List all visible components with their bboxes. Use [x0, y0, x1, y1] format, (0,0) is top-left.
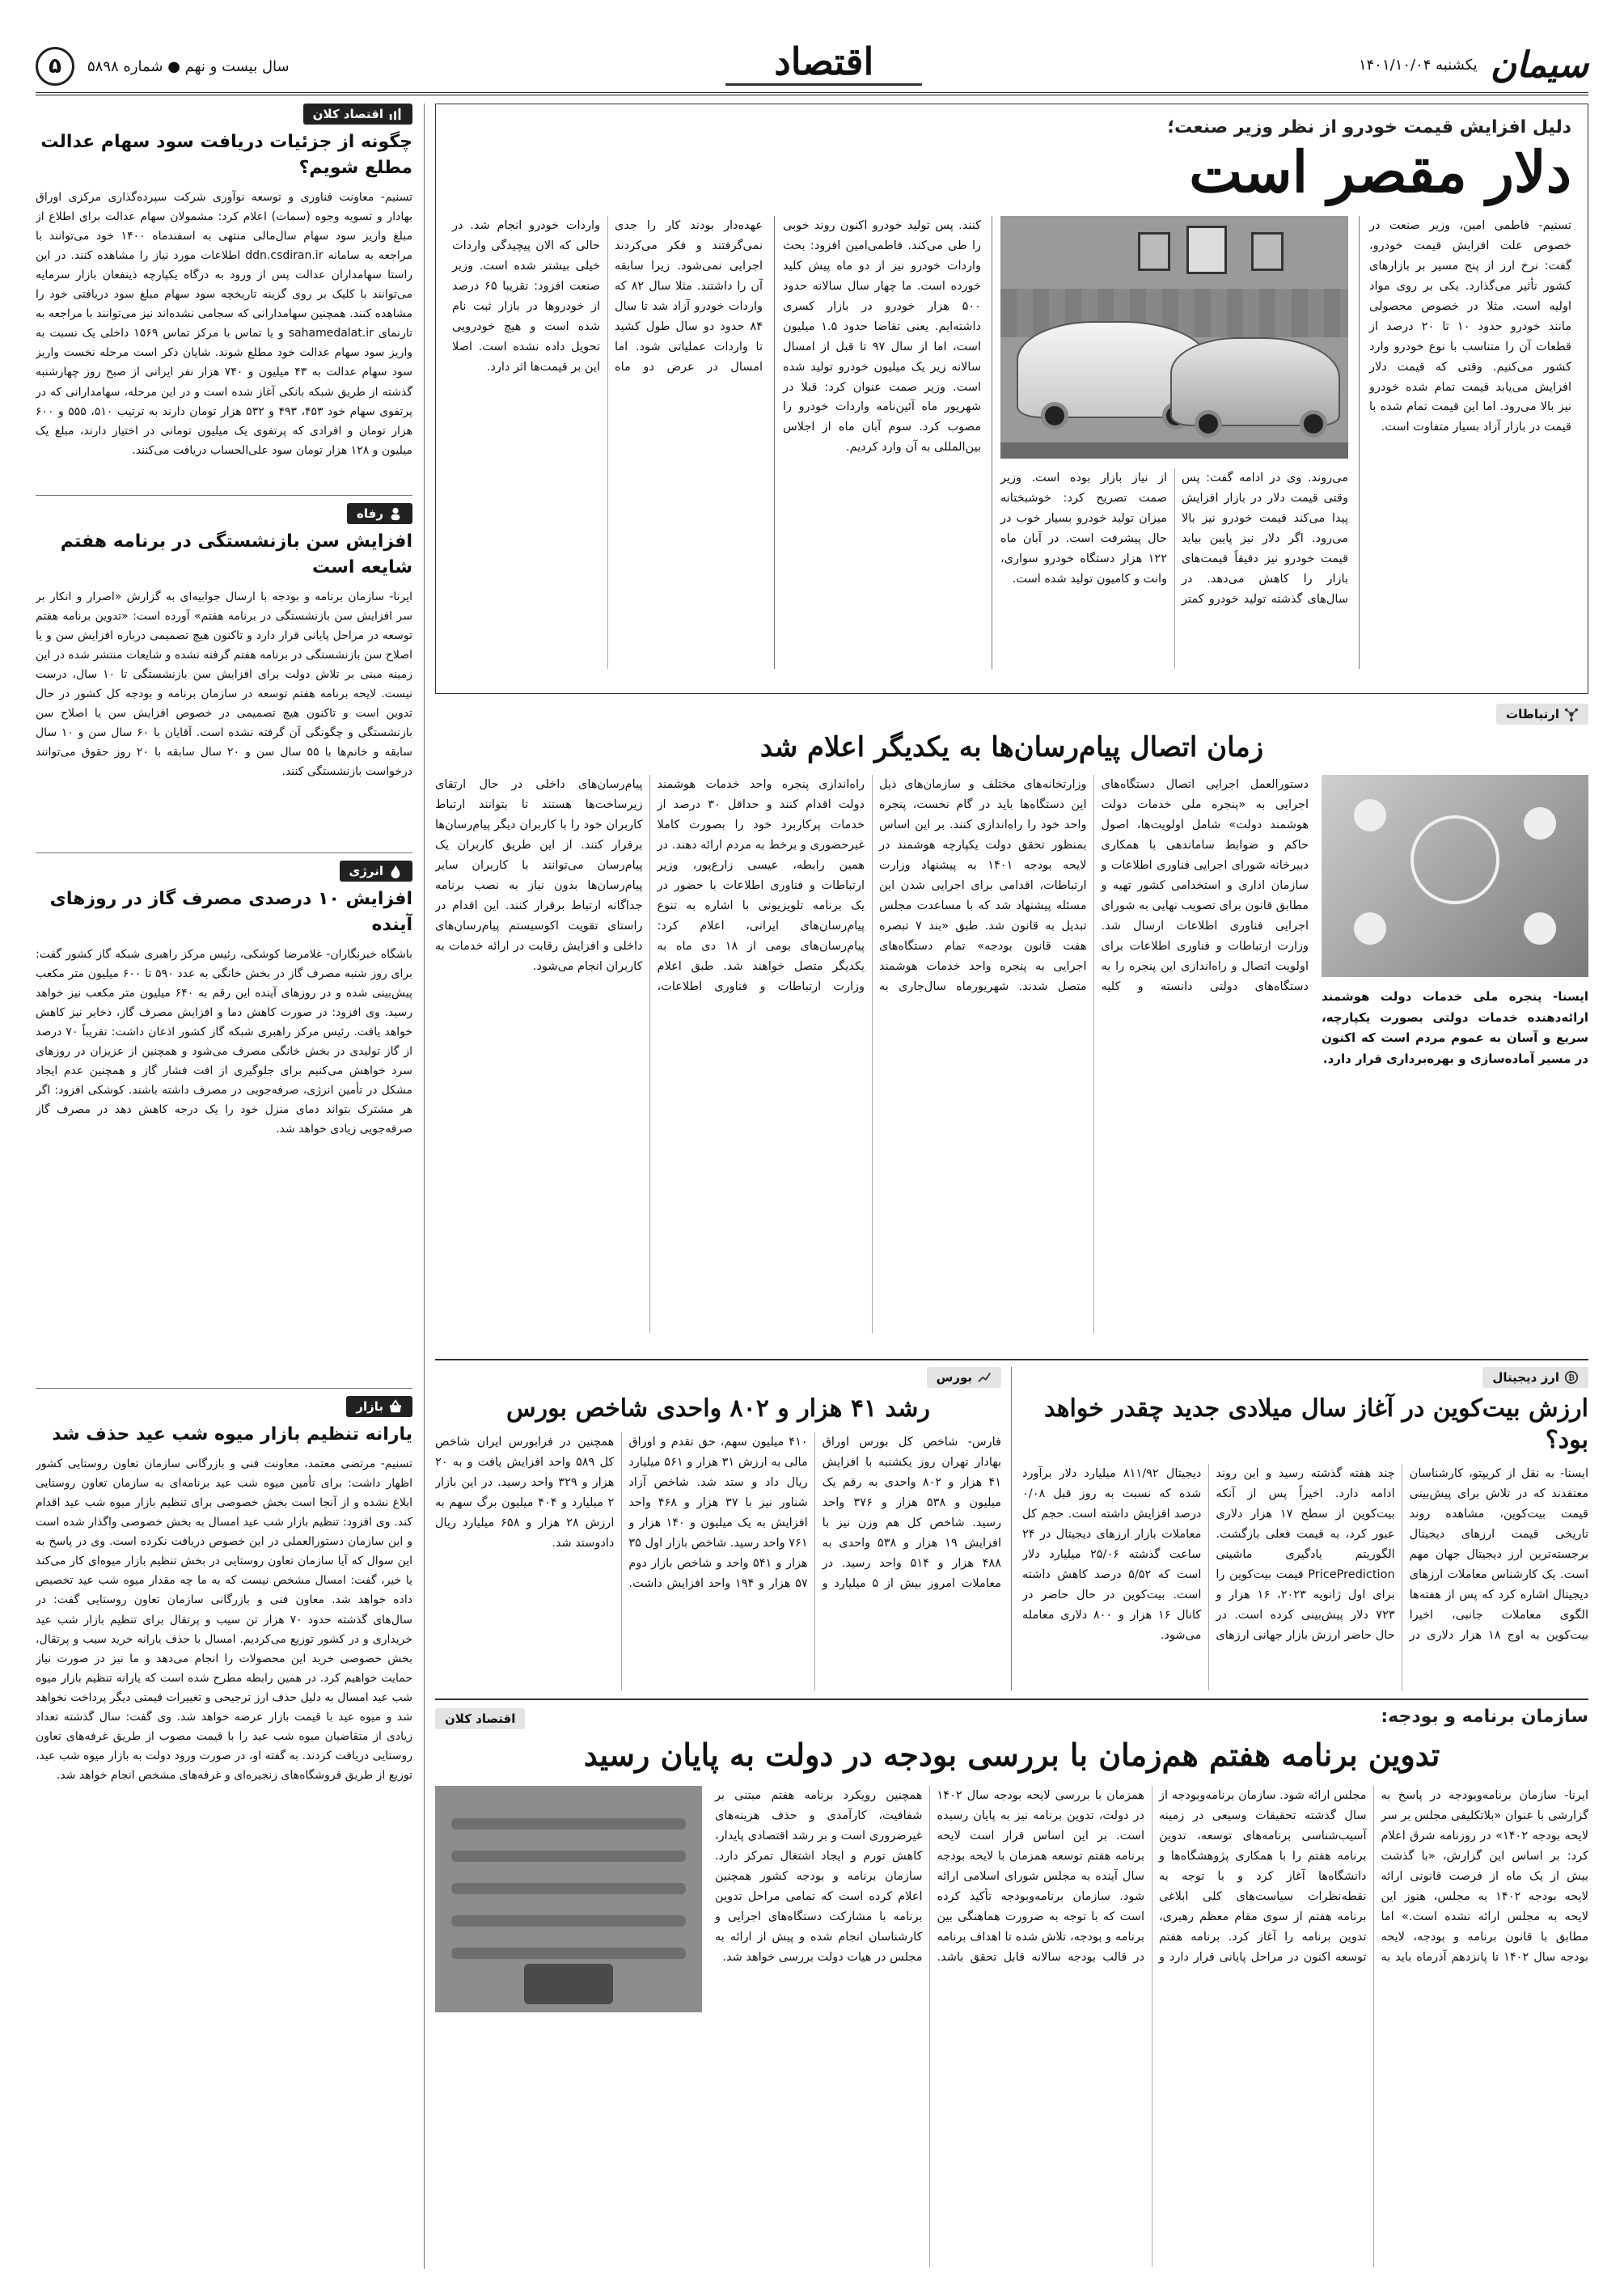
bourse-story	[435, 1367, 1001, 1690]
story-body: ایسنا- به نقل از کریپتو، کارشناسان معتقدند که در تلاش برای پیش‌بینی قیمت بیت‌کوین، مشاهده روند تاریخی قیمت ارزهای دیجیتال برجسته‌ترین ارز دیجیتال جهان مهم است. یک کارشناس معاملات ارزهای دیجیتال اشاره کرد که پس از هفته‌ها الگوی معاملات جانبی، اخیرا بیت‌کوین به اوج ۱۸ هزار دلاری در چند هفته گذشته رسید و این روند ادامه دارد. اخیراً پس از آنکه بیت‌کوین از سطح ۱۷ هزار دلاری عبور کرد، به قیمت فعلی بازگشت. الگوریتم یادگیری ماشینی PricePrediction قیمت بیت‌کوین را برای اول ژانویه ۲۰۲۳، ۱۶ هزار و ۷۲۳ دلار پیش‌بینی کرده است. در حال حاضر ارزش بازار جهانی ارزهای دیجیتال ۸۱۱/۹۲ میلیارد دلار برآورد شده که نسبت به روز قبل ۰/۰۸ درصد افزایش داشته است. حجم کل معاملات بازار ارزهای دیجیتال در ۲۴ ساعت گذشته ۲۵/۰۶ میلیارد دلار است که ۵/۵۲ درصد کاهش داشته است. بیت‌کوین در حال حاضر در کانال ۱۶ هزار و ۸۰۰ دلاری معامله می‌شود.	[1022, 1467, 1588, 1642]
section-tag: رفاه	[347, 503, 412, 524]
story-headline[interactable]: افزایش سن بازنشستگی در برنامه هفتم شایعه است	[60, 531, 412, 577]
seat-row	[451, 1851, 686, 1862]
sahame-edalat-story	[36, 104, 412, 484]
story-body-cont	[435, 2022, 702, 2267]
app-icon	[1524, 912, 1556, 945]
bitcoin-icon	[1564, 1370, 1579, 1385]
parliament-photo[interactable]	[435, 1786, 702, 2012]
car-wheel	[1195, 410, 1222, 438]
story-headline[interactable]: چگونه از جزئیات دریافت سود سهام عدالت مطلع شویم؟	[40, 132, 412, 178]
lead-story-car-prices	[435, 104, 1588, 694]
lead-body-col-2: می‌روند. وی در ادامه گفت: پس وقتی قیمت دلار در بازار افزایش پیدا می‌کند قیمت خودرو نیز بالا می‌رود. اگر دلار نیز پایین بیاید قیمت خودرو نیز دقیقاً قیمت‌های بازار را کاهش می‌دهد. در سال‌های گذشته تولید خودرو کمتر از نیاز بازار بوده است. وزیر صمت تصریح کرد: خوشبختانه میزان تولید خودرو بسیار خوب در حال پیشرفت است. در آبان ماه ۱۲۲ هزار دستگاه خودرو سواری، وانت و کامیون تولید شده است.	[1000, 472, 1348, 606]
section-tag: بورس	[927, 1367, 1001, 1388]
section-tag: ارتباطات	[1496, 704, 1588, 725]
basket-icon	[388, 1399, 403, 1414]
lead-body-col-4: عهده‌دار بودند کار را جدی نمی‌گرفتند و فکر می‌کردند اجرایی نمی‌شود. زیرا سابقه آن را داشتند. مثلا سال ۸۲ که واردات خودرو آزاد شد تا سال ۸۴ حدود دو سال طول کشید تا واردات عملیاتی شود. اما امسال در عرض دو ماه واردات خودرو انجام شد. در حالی که الان پیچیدگی واردات خیلی بیشتر شده است. وزیر صنعت افزود: تقریبا ۶۵ درصد از خودروها در بازار ثبت نام شده است و هیچ خودرویی تحویل داده نشده است. اصلا این بر قیمت‌ها اثر دارد.	[452, 219, 763, 374]
flame-icon	[388, 864, 403, 878]
digital-services-photo[interactable]	[1322, 775, 1588, 977]
seat-row	[451, 1883, 686, 1894]
story-body: ایرنا- سازمان برنامه و بودجه با ارسال جوابیه‌ای به گزارش «اصرار و انکار بر سر افزایش سن بازنشستگی در برنامه هفتم» آورده است: «تدوین برنامه هفتم توسعه در مراحل پایانی قرار دارد و تاکنون هیچ تصمیمی درباره افزایش سن و یا اصلاح سن بازنشستگی در برنامه هفتم گرفته نشده و شایعات منتشر شده در این زمینه مبنی بر تلاش دولت برای افزایش سن بازنشستگی تا ۱۰ سال، درست نیست. لایحه برنامه هفتم توسعه در سازمان برنامه و بودجه کل کشور در حال تدوین است و تاکنون هیچ تصمیمی در خصوص افزایش سن یا اصلاح سن بازنشستگی و چگونگی آن گرفته نشده است. آقایان با ۶۰ سال سن و ۱۰ سال سابقه و خانم‌ها با ۵۵ سال سن و ۲۰ سال سابقه با ۲۰ روز حقوق می‌توانند درخواست بازنشستگی کنند.	[36, 590, 412, 779]
seat-row	[451, 1915, 686, 1927]
car-wheel	[1300, 410, 1327, 438]
issue-number: سال بیست و نهم ● شماره ۵۸۹۸	[87, 57, 290, 75]
fruit-market-story	[36, 1396, 412, 2269]
budget-program-story	[435, 1707, 1588, 2269]
story-headline[interactable]: تدوین برنامه هفتم هم‌زمان با بررسی بودجه در دولت به پایان رسید	[583, 1737, 1440, 1773]
app-icon	[1354, 799, 1386, 831]
gas-consumption-story	[36, 861, 412, 1378]
app-icon	[1524, 807, 1556, 840]
story-headline[interactable]: زمان اتصال پیام‌رسان‌ها به یکدیگر اعلام شد	[759, 731, 1264, 764]
app-icon	[1354, 912, 1386, 945]
section-tag: انرژی	[340, 861, 413, 882]
divider	[36, 852, 412, 853]
section-tag: بازار	[346, 1396, 412, 1417]
lead-story-box	[435, 104, 1588, 694]
bitcoin-story	[1022, 1367, 1588, 1690]
divider	[1011, 1367, 1012, 1690]
section-tag: ₿ ارز دیجیتال	[1482, 1367, 1588, 1388]
page-number: ۵	[36, 47, 74, 86]
portrait-frame	[1138, 232, 1170, 271]
people-icon	[388, 506, 403, 521]
divider	[774, 216, 775, 669]
divider	[36, 495, 412, 496]
divider	[1359, 216, 1360, 669]
car-wheel	[1041, 402, 1068, 429]
story-kicker: سازمان برنامه و بودجه:	[1381, 1707, 1588, 1727]
story-headline[interactable]: رشد ۴۱ هزار و ۸۰۲ واحدی شاخص بورس	[506, 1394, 930, 1423]
section-tag: اقتصاد کلان	[435, 1708, 525, 1729]
divider	[435, 1359, 1588, 1360]
section-title: اقتصاد	[725, 40, 922, 86]
network-icon	[1564, 707, 1579, 721]
story-body: تسنیم- معاونت فناوری و توسعه نوآوری شرکت سپرده‌گذاری مرکزی اوراق بهادار و تسویه وجوه (سمات) اعلام کرد: مشمولان سهام عدالت برای اطلاع از مبلغ واریز سود سهام سال‌مالی منتهی به اسفندماه ۱۴۰۰ خود می‌توانند با مراجعه به سامانه ddn.csdiran.ir اطلاعات مورد نیاز را مشاهده کنند. در این راستا سهامداران عدالت پس از ورود به درگاه یکپارچه ذینفعان بازار سرمایه می‌توانند با کلیک بر روی گزینه تاریخچه سود سهام مبلغ سود دریافتی خود را مشاهده کنند. همچنین سهامدارانی که سجامی نشده‌اند نیز می‌توانند با مراجعه به تارنمای sahamedalat.ir و یا تماس با مرکز تماس ۱۵۶۹ داخلی یک نسبت به واریز سود سهام عدالت خود مطلع شوند. شایان ذکر است مرحله نخست واریز سود سهام عدالت به ۴۳ میلیون و ۷۴۰ هزار نفر ایرانی از صبح روز چهارشنبه گذشته از طریق شبکه بانکی آغاز شده است و در این مرحله، سهامدارانی که در پرتفوی سهام خود ۴۵۳، ۴۹۳ و ۵۳۲ هزار تومان دارند به ترتیب ۵۱۰، ۵۵۵ و ۶۰۰ هزار تومان و افرادی که پرتفوی یک میلیون تومانی در اختیار دارند، مبلغ یک میلیون و ۱۲۸ هزار تومان سود علی‌الحساب دریافت می‌کنند.	[36, 190, 412, 457]
portrait-frame	[1186, 226, 1227, 274]
seat-row	[451, 1818, 686, 1830]
divider	[435, 1699, 1588, 1700]
story-kicker: دلیل افزایش قیمت خودرو از نظر وزیر صنعت؛	[1167, 117, 1571, 137]
svg-text:₿: ₿	[1567, 1373, 1575, 1383]
issue-date: یکشنبه ۱۴۰۱/۱۰/۰۴	[1358, 57, 1478, 74]
story-body: دستورالعمل اجرایی اتصال دستگاه‌های اجرایی به «پنجره ملی خدمات دولت هوشمند دولت» شامل اولویت‌ها، اصول حاکم و ضوابط ساماندهی با همکاری دبیرخانه شورای اجرایی فناوری اطلاعات و سازمان اداری و استخدامی کشور تهیه و مطابق قانون برای تصویب نهایی به شورای اجرایی فناوری اطلاعات ارسال شد. وزارت ارتباطات و فناوری اطلاعات برای اولویت اتصال و راه‌اندازی این پنجره را به دستگاه‌های دولتی دانسته و کلیه وزارتخانه‌های مختلف و سازمان‌های ذیل این دستگاه‌ها باید در گام نخست، پنجره واحد خود را راه‌اندازی کنند. بر این اساس بمنظور تحقق دولت یکپارچه هوشمند در لایحه بودجه ۱۴۰۱ به پیشنهاد وزارت ارتباطات، اقدامی برای اجرایی شدن این مسئله پیشنهاد شد که با مساعدت مجلس تبدیل به قانون شد. طبق «بند ۷ تبصره هفت قانون بودجه» تمام دستگاه‌های اجرایی به پنجره واحد خدمات هوشمند متصل شدند. شهریورماه سال‌جاری به راه‌اندازی پنجره واحد خدمات هوشمند دولت اقدام کنند و حداقل ۳۰ درصد از خدمات پرکاربرد خود را بصورت کاملا غیرحضوری و برخط به مردم ارائه دهند. در همین رابطه، عیسی زارع‌پور، وزیر ارتباطات و فناوری اطلاعات با حضور در یک برنامه تلویزیونی با اشاره به تنوع پیام‌رسان‌های ایرانی، اعلام کرد: پیام‌رسان‌های بومی از ۱۸ دی ماه به یکدیگر متصل خواهند شد. طبق اعلام وزارت ارتباطات و فناوری اطلاعات، پیام‌رسان‌های داخلی در حال ارتقای زیرساخت‌ها هستند تا بتوانند ارتباط کاربران خود را با کاربران دیگر پیام‌رسان‌ها برقرار کنند. از این طریق کاربران یک پیام‌رسان می‌توانند با کاربران سایر پیام‌رسان‌ها بدون نیاز به نصب برنامه جداگانه ارتباط برقرار کنند. این اقدام در راستای تقویت اکوسیستم پیام‌رسان‌های داخلی و افزایش رقابت در ارائه خدمات به کاربران انجام می‌شود.	[435, 778, 1309, 993]
lead-body-col-1: تسنیم- فاطمی امین، وزیر صنعت در خصوص علت افزایش قیمت خودرو، گفت: نرخ ارز از پنج مسیر بر بازارهای کشور تأثیر می‌گذارد. یکی بر روی مواد اولیه است. مثلا در خصوص محصولی مانند خودرو حدود ۱۰ تا ۲۰ درصد از قطعات آن را متناسب با نوع خودرو وارد کشور می‌کنیم. وقتی که قیمت دلار افزایش می‌یابد قیمت تمام شده خودرو نیز بالا می‌رود. اما این قیمت تمام شده با قیمت در بازار آزاد بسیار متفاوت است.	[1369, 219, 1572, 434]
story-headline[interactable]: افزایش ۱۰ درصدی مصرف گاز در روزهای آینده	[49, 889, 412, 935]
lead-body-col-3: کنند. پس تولید خودرو اکنون روند خوبی را طی می‌کند. فاطمی‌امین افزود: بحث واردات خودرو نیز از دو ماه پیش کلید خورده است. ما چهار سال سالانه حدود ۵۰۰ هزار خودرو در بازار کسری داشته‌ایم. یعنی تقاضا حدود ۱.۵ میلیون است، اما از سال ۹۷ تا قبل از امسال سالانه زیر یک میلیون خودرو تولید شده است. وزیر صمت عنوان کرد: قبلا در شهریور ماه آئین‌نامه واردات خودرو را مصوب کرد. سوم آبان ماه از اجلاس بین‌المللی به آن وارد کردیم.	[783, 219, 981, 455]
story-headline[interactable]: ارزش بیت‌کوین در آغاز سال میلادی جدید چقدر خواهد بود؟	[1043, 1394, 1588, 1454]
header-right	[1359, 44, 1588, 86]
section-tag: اقتصاد کلان	[303, 104, 412, 125]
page-grid	[36, 104, 1588, 2269]
column-divider	[424, 104, 425, 2269]
chart-icon	[388, 107, 403, 121]
story-body: فارس- شاخص کل بورس اوراق بهادار تهران روز یکشنبه با افزایش ۴۱ هزار و ۸۰۲ واحدی به رقم یک میلیون و ۵۳۸ هزار و ۳۷۶ واحد رسید. شاخص کل هم وزن نیز با افزایش ۱۹ هزار و ۵۳۸ واحدی به ۴۸۸ هزار و ۵۱۴ واحد رسید. در معاملات امروز بیش از ۵ میلیارد و ۴۱۰ میلیون سهم، حق تقدم و اوراق مالی به ارزش ۳۱ هزار و ۵۶۱ میلیارد ریال داد و ستد شد. شاخص آزاد شناور نیز با ۳۷ هزار و ۴۶۸ واحد افزایش به یک میلیون و ۱۴۰ هزار و ۷۶۱ واحد رسید. شاخص بازار اول ۳۵ هزار و ۵۴۱ واحد و شاخص بازار دوم ۵۷ هزار و ۱۹۴ واحد افزایش داشت. همچنین در فرابورس ایران شاخص کل ۵۸۹ واحد افزایش یافت و به ۲۰ هزار و ۳۲۹ واحد رسید. در این بازار ۲ میلیارد و ۴۰۴ میلیون برگ سهم به ارزش ۲۸ هزار و ۶۵۸ میلیارد ریال دادوستد شد.	[435, 1436, 1001, 1590]
retirement-age-story	[36, 503, 412, 843]
portrait-frame	[1251, 232, 1284, 271]
page-header	[36, 15, 1588, 95]
divider	[36, 1388, 412, 1389]
trend-up-icon	[977, 1370, 992, 1385]
hand-touch-icon	[1410, 815, 1499, 904]
newspaper-logo[interactable]: سیمان	[1490, 44, 1588, 86]
header-left	[36, 47, 290, 86]
story-body: باشگاه خبرنگاران- غلامرضا کوشکی، رئیس مرکز راهبری شبکه گاز کشور گفت: برای روز شنبه مصرف گاز در بخش خانگی به عدد ۵۹۰ تا ۶۰۰ میلیون متر مکعب پیش‌بینی شده و در روزهای آینده این رقم به ۶۴۰ میلیون متر مکعب نیز خواهد رسید. وی افزود: در صورت کاهش دما و افزایش مصرف گاز، ذخایر نیز کاهش خواهد یافت. رئیس مرکز راهبری شبکه گاز کشور اذعان داشت: تقریباً ۷۰ درصد از گاز تولیدی در بخش خانگی مصرف می‌شود و همچنین از عزیزان در روزهای سرد خواهش می‌کنیم برای جلوگیری از افت فشار گاز و همچنین عدم ایجاد مشکل در تأمین انرژی، صرفه‌جویی در مصرف داشته باشند. کوشکی افزود: اگر هر مشترک بتواند دمای منزل خود را یک درجه کاهش دهد در مصرف گاز صرفه‌جویی زیادی خواهد شد.	[36, 947, 412, 1136]
story-lead: ایسنا- پنجره ملی خدمات دولت هوشمند ارائه‌دهنده خدمات دولتی بصورت یکپارچه، سریع و آسان به عموم مردم است که اکنون در مسیر آماده‌سازی و بهره‌برداری قرار دارد.	[1322, 989, 1588, 1066]
seat-row	[451, 1948, 686, 1959]
showroom-floor	[1000, 442, 1348, 459]
story-headline[interactable]: یارانه تنظیم بازار میوه شب عید حذف شد	[52, 1424, 412, 1445]
story-body: تسنیم- مرتضی معتمد، معاونت فنی و بازرگانی سازمان تعاون روستایی کشور اظهار داشت: برای تأمین میوه شب عید برنامه‌ای به سازمان تعاون روستایی ابلاغ نشده و از آنجا است بخش خصوصی برای تنظیم بازار میوه شب عید اقدام کند. وی افزود: تنظیم بازار شب عید امسال به بخش خصوصی واگذار شده است و این سازمان دستورالعملی در این خصوص دریافت نکرده است. وی در پاسخ به این سوال که آیا سازمان تعاون روستایی در بخش تنظیم بازار میوه‌ای کار می‌کند یا خیر، گفت: امسال مشخص نیست که به ما چه مقدار میوه شب عید تخصیص داده خواهد شد. معاون فنی و بازرگانی سازمان تعاون روستایی گفت: در سال‌های گذشته حدود ۷۰ هزار تن سیب و پرتقال برای تنظیم بازار شب عید خریداری و در کشور توزیع می‌کردیم. امسال با حذف یارانه خرید سیب و پرتقال، بخش خصوصی خرید این محصولات را انجام می‌دهد و ما نیز در صورت نیاز حمایت خواهیم کرد. در همین رابطه مطرح شده است که یارانه تنظیم بازار میوه شب عید امسال به دلیل حذف ارز ترجیحی و تغییرات قیمتی دیگر پرداخت نخواهد شد و میوه عید با قیمت بازار عرضه خواهد شد. وی گفت: سال گذشته تعداد زیادی از متقاضیان میوه شب عید را با قیمت مصوب از طریق غرفه‌های تعاون روستایی دریافت کردند. به گفته او، در صورت ورود دولت به بازار میوه شب عید، توزیع از طریق فروشگاه‌های زنجیره‌ای و غرفه‌های مشخص انجام خواهد شد.	[36, 1457, 412, 1783]
car-showroom-photo[interactable]	[1000, 216, 1348, 459]
messenger-story	[435, 704, 1588, 1351]
lead-headline[interactable]: دلار مقصر است	[1189, 138, 1571, 205]
podium	[524, 1964, 613, 2004]
story-body: ایرنا- سازمان برنامه‌وبودجه در پاسخ به گزارشی با عنوان «بلاتکلیفی مجلس بر سر لایحه بودجه ۱۴۰۲» در روزنامه شرق اعلام کرد: بر اساس این گزارش، «با گذشت بیش از یک ماه از فرصت قانونی ارائه لایحه بودجه ۱۴۰۲ به مجلس، هنوز این لایحه به مجلس ارائه نشده است.» اما مطابق با قانون برنامه و بودجه، لایحه بودجه سال ۱۴۰۲ تا پانزدهم آذرماه باید به مجلس ارائه شود. سازمان برنامه‌وبودجه از سال گذشته تحقیقات وسیعی در زمینه آسیب‌شناسی برنامه‌های توسعه، تدوین برنامه هفتم را با همکاری پژوهشگاه‌ها و دانشگاه‌ها آغاز کرد و با توجه به نقطه‌نظرات سیاست‌های کلی ابلاغی برنامه هفتم از سوی مقام معظم رهبری، تدوین برنامه را آغاز کرد. برنامه هفتم توسعه اکنون در مراحل پایانی قرار دارد و همزمان با بررسی لایحه بودجه سال ۱۴۰۲ در دولت، تدوین برنامه نیز به پایان رسیده است. بر این اساس قرار است لایحه برنامه هفتم توسعه همزمان با لایحه بودجه سال آینده به مجلس شورای اسلامی ارائه شود. سازمان برنامه‌وبودجه تأکید کرده است که با توجه به ضرورت هماهنگی بین برنامه و بودجه، تلاش شده تا اهداف برنامه در قالب بودجه سالانه قابل تحقق باشد. همچنین رویکرد برنامه هفتم مبتنی بر شفافیت، کارآمدی و حذف هزینه‌های غیرضروری است و بر رشد اقتصادی پایدار، کاهش تورم و ایجاد اشتغال تمرکز دارد. سازمان برنامه و بودجه کشور همچنین اعلام کرده است که تمامی مراحل تدوین برنامه با مشارکت دستگاه‌های اجرایی و کارشناسان انجام شده و پیش از ارائه به مجلس در هیات دولت بررسی خواهد شد.	[715, 1789, 1588, 1964]
